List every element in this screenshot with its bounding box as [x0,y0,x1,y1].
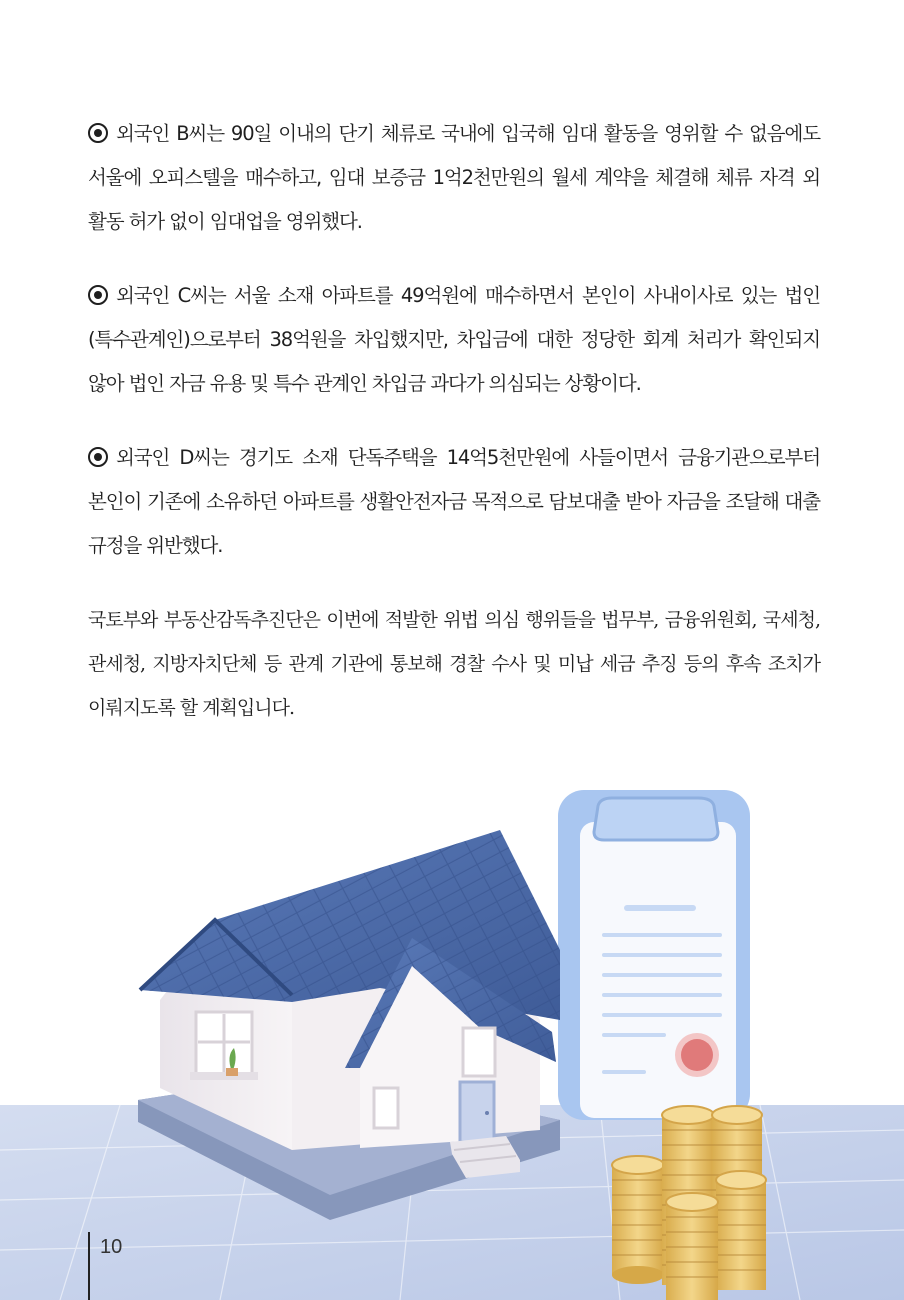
case-paragraph-d [88,436,820,568]
target-bullet-icon [88,447,108,467]
case-paragraph-c [88,274,820,406]
contract-clipboard-icon [558,790,750,1120]
main-content [88,112,820,730]
page-number: 10 [100,1236,123,1258]
target-bullet-icon [88,285,108,305]
target-bullet-icon [88,123,108,143]
page-number-rule [88,1232,90,1300]
case-paragraph-b [88,112,820,244]
case-text: 외국인 C씨는 서울 소재 아파트를 49억원에 매수하면서 본인이 사내이사로 있는 법인(특수관계인)으로부터 38억원을 차입했지만, 차입금에 대한 정당한 회계 처리가 확인되지 않아 법인 자금 유용 및 특수 관계인 차입금 과다가 의심되는 상황이다. [88,284,820,395]
house-contract-coins-illustration [0,770,904,1300]
case-text: 외국인 B씨는 90일 이내의 단기 체류로 국내에 입국해 임대 활동을 영위할 수 없음에도 서울에 오피스텔을 매수하고, 임대 보증금 1억2천만원의 월세 계약을 체결해 체류 자격 외 활동 허가 없이 임대업을 영위했다. [88,122,820,233]
summary-paragraph: 국토부와 부동산감독추진단은 이번에 적발한 위법 의심 행위들을 법무부, 금융위원회, 국세청, 관세청, 지방자치단체 등 관계 기관에 통보해 경찰 수사 및 미납 세금 추징 등의 후속 조치가 이뤄지도록 할 계획입니다. [88,609,820,719]
case-text: 외국인 D씨는 경기도 소재 단독주택을 14억5천만원에 사들이면서 금융기관으로부터 본인이 기존에 소유하던 아파트를 생활안전자금 목적으로 담보대출 받아 자금을 조달해 대출 규정을 위반했다. [88,446,820,557]
